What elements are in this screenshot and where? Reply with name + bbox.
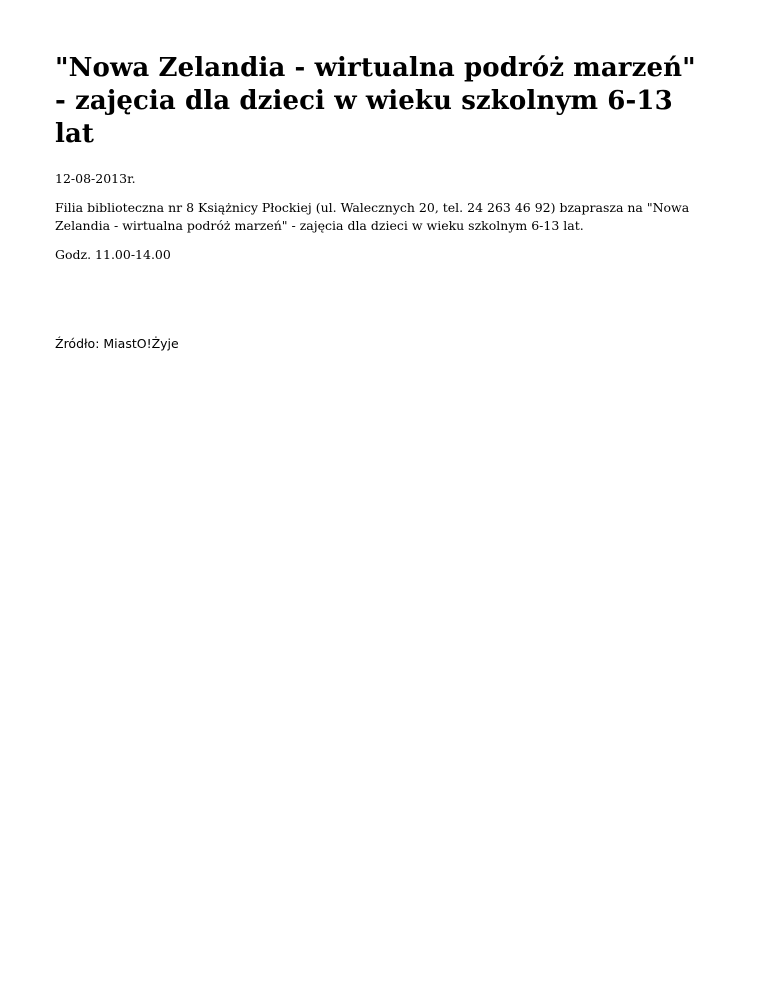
- article-date: 12-08-2013r.: [55, 171, 136, 186]
- article-source: Źródło: MiastO!Żyje: [55, 336, 179, 351]
- article-title: "Nowa Zelandia - wirtualna podróż marzeń" - zajęcia dla dzieci w wieku szkolnym 6-13 lat: [55, 53, 696, 149]
- article-body: Filia biblioteczna nr 8 Książnicy Płockiej (ul. Walecznych 20, tel. 24 263 46 92) bzaprasza na "Nowa Zelandia - wirtualna podróż marzeń" - zajęcia dla dzieci w wieku szkolnym 6-13 lat.: [55, 200, 690, 233]
- event-hours: Godz. 11.00-14.00: [55, 247, 171, 262]
- article: [55, 52, 715, 353]
